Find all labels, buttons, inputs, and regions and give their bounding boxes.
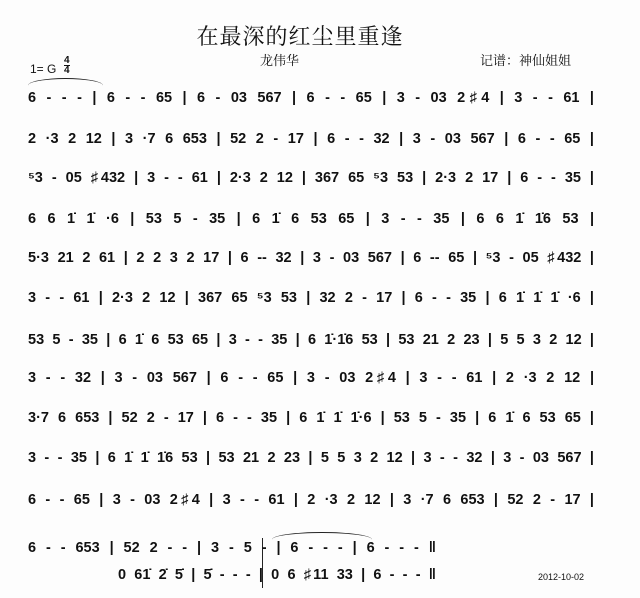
score-row: 6 - - - | 6 - - 65 | 6 - 03 567 | 6 - - 65 | 3 - 03 2♯4 | 3 - - 61 | [28,90,594,106]
key-signature: 1= G [30,62,57,76]
score-row-lower-voice: 0 61̇ 2̇ 5̇ | 5̇ - - - | 0 6 ♯11 33 | 6 - - - ‖ [118,567,436,583]
score-row: 5·3 21 2 61 | 2 2 3 2 17 | 6 -- 32 | 3 - 03 567 | 6 -- 65 | ⁵3 - 05 ♯432 | [28,250,594,266]
score-row: 3 - - 35 | 6 1̇ 1̇ 1̇6 53 | 53 21 2 23 | 5 5 3 2 12 | 3 - - 32 | 3 - 03 567 | [28,450,594,466]
time-bottom: 4 [64,65,70,76]
score-row: 6 - - 653 | 52 2 - - | 3 - 5 - | 6 - - - | 6 - - - ‖ [28,540,436,556]
composer: 龙伟华 [260,53,300,68]
score-row: 6 6 1̇ 1̇ ·6 | 53 5 - 35 | 6 1̇ 6 53 65 | 3 - - 35 | 6 6 1̇ 1̇6 53 | [28,211,594,227]
score-row: 3 - - 32 | 3 - 03 567 | 6 - - 65 | 3 - 03 2♯4 | 3 - - 61 | 2 ·3 2 12 | [28,370,594,386]
score-row: 3 - - 61 | 2·3 2 12 | 367 65 ⁵3 53 | 32 2 - 17 | 6 - - 35 | 6 1̇ 1̇ 1̇ ·6 | [28,290,594,306]
score-row: ⁵3 - 05 ♯432 | 3 - - 61 | 2·3 2 12 | 367 65 ⁵3 53 | 2·3 2 17 | 6 - - 35 | [28,170,594,186]
date-stamp: 2012-10-02 [538,572,585,582]
song-title: 在最深的红尘里重逢 [196,24,404,49]
time-top: 4 [64,55,70,66]
score-row: 53 5 - 35 | 6 1̇ 6 53 65 | 3 - - 35 | 6 1̇·1̇6 53 | 53 21 2 23 | 5 5 3 2 12 | [28,332,594,348]
score-row: 6 - - 65 | 3 - 03 2♯4 | 3 - - 61 | 2 ·3 2 12 | 3 ·7 6 653 | 52 2 - 17 | [28,492,594,508]
time-signature [64,56,70,75]
score-row: 3·7 6 653 | 52 2 - 17 | 6 - - 35 | 6 1̇ 1̇ 1̇·6 | 53 5 - 35 | 6 1̇ 6 53 65 | [28,410,594,426]
score-row: 2 ·3 2 12 | 3 ·7 6 653 | 52 2 - 17 | 6 - - 32 | 3 - 03 567 | 6 - - 65 | [28,131,594,147]
transcriber: 记谱：神仙姐姐 [480,53,572,68]
